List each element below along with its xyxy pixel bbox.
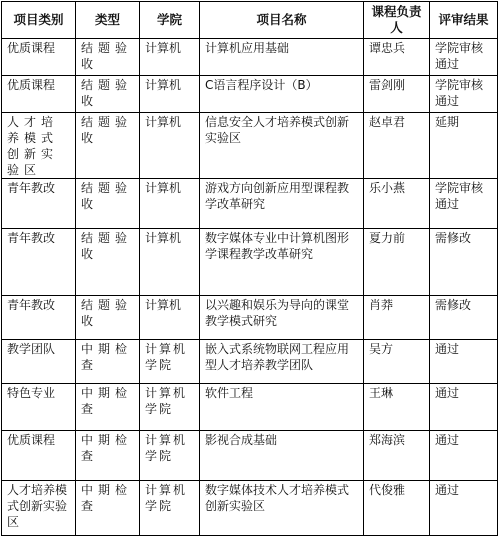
- table-row: [2, 229, 498, 296]
- cell-name: 软件工程: [200, 384, 364, 431]
- cell-result: 延期: [430, 113, 498, 179]
- cell-type: 结题验收: [76, 179, 140, 229]
- cell-type: 结题验收: [76, 39, 140, 76]
- cell-result: 需修改: [430, 229, 498, 296]
- cell-leader: 吴方: [364, 340, 430, 384]
- cell-college: 计算机学院: [140, 431, 200, 481]
- column-header-name: 项目名称: [200, 2, 364, 39]
- table-row: [2, 431, 498, 481]
- cell-college: 计算机: [140, 113, 200, 179]
- cell-type: 中期检查: [76, 340, 140, 384]
- cell-result: 通过: [430, 431, 498, 481]
- cell-college: 计算机学院: [140, 340, 200, 384]
- cell-result: 学院审核通过: [430, 179, 498, 229]
- cell-category: 人才培养模式创新实验区: [2, 113, 76, 179]
- cell-result: 通过: [430, 340, 498, 384]
- table-row: [2, 481, 498, 536]
- cell-leader: 赵卓君: [364, 113, 430, 179]
- cell-type: 中期检查: [76, 431, 140, 481]
- cell-leader: 肖莽: [364, 296, 430, 340]
- cell-category: 特色专业: [2, 384, 76, 431]
- cell-result: 学院审核通过: [430, 39, 498, 76]
- column-header-college: 学院: [140, 2, 200, 39]
- cell-category: 教学团队: [2, 340, 76, 384]
- cell-name: 信息安全人才培养模式创新实验区: [200, 113, 364, 179]
- header-row: [2, 2, 498, 39]
- cell-leader: 夏力前: [364, 229, 430, 296]
- cell-name: 数字媒体技术人才培养模式创新实验区: [200, 481, 364, 536]
- cell-college: 计算机: [140, 39, 200, 76]
- cell-leader: 乐小燕: [364, 179, 430, 229]
- table-row: [2, 296, 498, 340]
- column-header-leader: 课程负责人: [364, 2, 430, 39]
- table-row: [2, 340, 498, 384]
- cell-category: 优质课程: [2, 39, 76, 76]
- cell-type: 中期检查: [76, 481, 140, 536]
- table-row: [2, 39, 498, 76]
- cell-leader: 王琳: [364, 384, 430, 431]
- cell-name: 影视合成基础: [200, 431, 364, 481]
- table-row: [2, 179, 498, 229]
- column-header-result: 评审结果: [430, 2, 498, 39]
- cell-leader: 谭忠兵: [364, 39, 430, 76]
- cell-result: 通过: [430, 384, 498, 431]
- cell-name: 以兴趣和娱乐为导向的课堂教学模式研究: [200, 296, 364, 340]
- cell-college: 计算机: [140, 179, 200, 229]
- cell-category: 青年教改: [2, 296, 76, 340]
- cell-type: 结题验收: [76, 296, 140, 340]
- cell-college: 计算机: [140, 296, 200, 340]
- cell-leader: 代俊雅: [364, 481, 430, 536]
- table-row: [2, 76, 498, 113]
- cell-category: 青年教改: [2, 179, 76, 229]
- column-header-type: 类型: [76, 2, 140, 39]
- cell-result: 学院审核通过: [430, 76, 498, 113]
- cell-category: 青年教改: [2, 229, 76, 296]
- cell-type: 中期检查: [76, 384, 140, 431]
- cell-type: 结题验收: [76, 76, 140, 113]
- table-row: [2, 384, 498, 431]
- cell-name: 嵌入式系统物联网工程应用型人才培养教学团队: [200, 340, 364, 384]
- cell-category: 优质课程: [2, 76, 76, 113]
- cell-name: 数字媒体专业中计算机图形学课程教学改革研究: [200, 229, 364, 296]
- review-table: [1, 1, 498, 536]
- cell-leader: 郑海滨: [364, 431, 430, 481]
- cell-category: 人才培养模式创新实验区: [2, 481, 76, 536]
- cell-leader: 雷剑刚: [364, 76, 430, 113]
- cell-college: 计算机: [140, 76, 200, 113]
- column-header-category: 项目类别: [2, 2, 76, 39]
- cell-result: 通过: [430, 481, 498, 536]
- cell-name: 计算机应用基础: [200, 39, 364, 76]
- cell-college: 计算机学院: [140, 384, 200, 431]
- cell-name: 游戏方向创新应用型课程教学改革研究: [200, 179, 364, 229]
- cell-type: 结题验收: [76, 229, 140, 296]
- table-row: [2, 113, 498, 179]
- cell-college: 计算机: [140, 229, 200, 296]
- cell-result: 需修改: [430, 296, 498, 340]
- cell-type: 结题验收: [76, 113, 140, 179]
- cell-category: 优质课程: [2, 431, 76, 481]
- cell-college: 计算机学院: [140, 481, 200, 536]
- cell-name: C语言程序设计（B）: [200, 76, 364, 113]
